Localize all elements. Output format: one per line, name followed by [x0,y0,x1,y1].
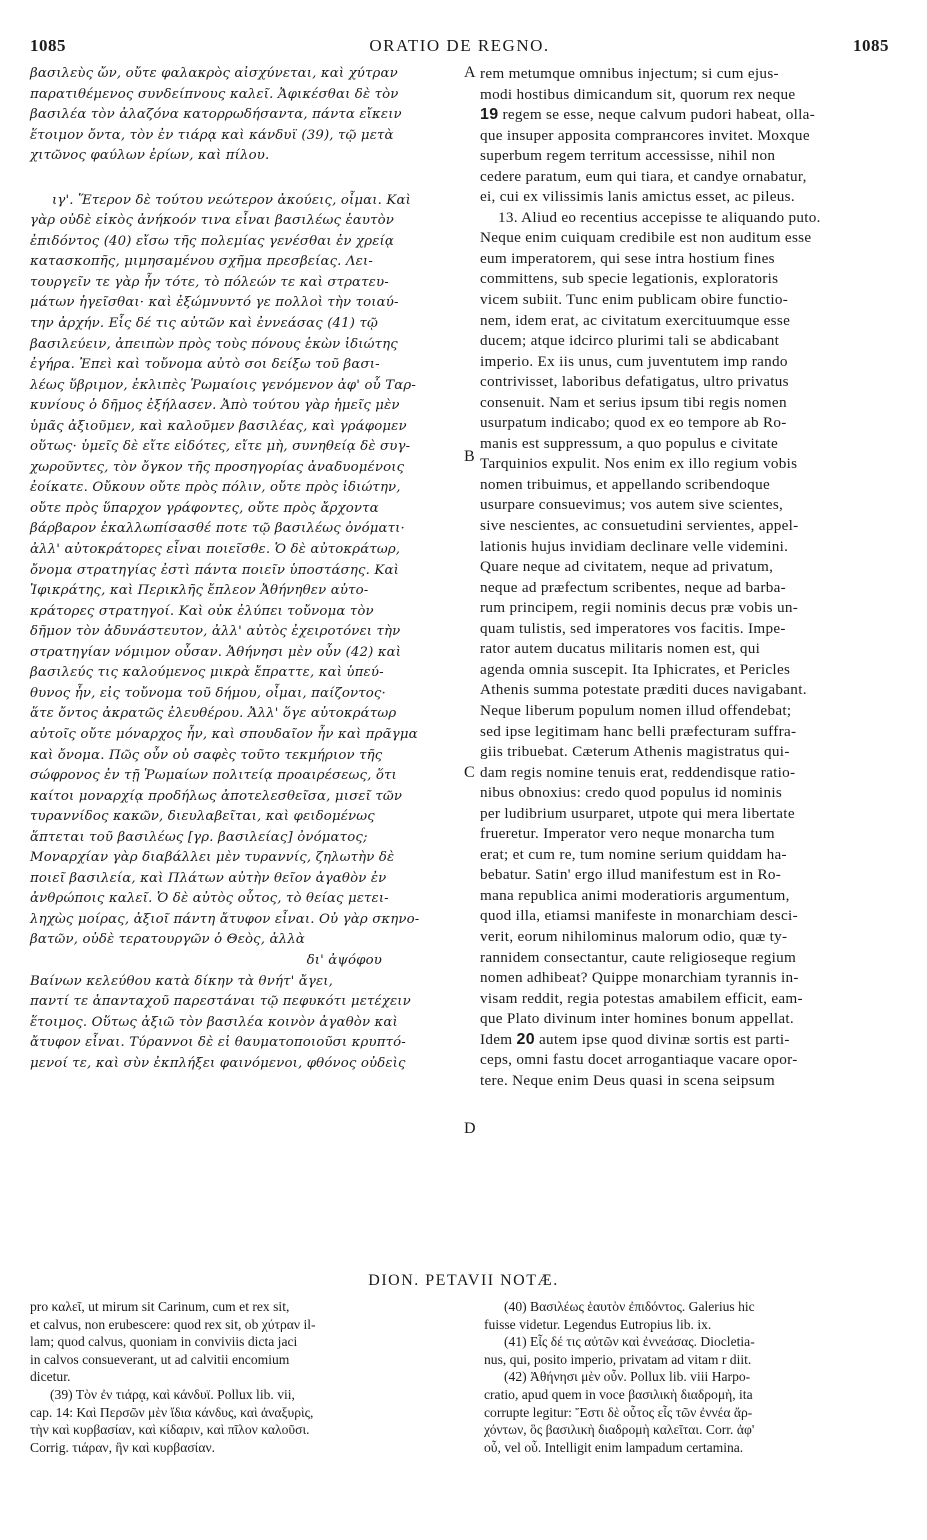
greek-text-line: ληχὼς μοίρας, ἀξιοῖ πάντη ἄτυφον εἶναι. Οὐ γὰρ σκηνο- [30,911,420,927]
greek-text-line: ἄτυφον εἶναι. Τύραννοι δὲ εἰ θαυματοποιοῦσι κρυπτό- [30,1035,406,1051]
greek-text-line: ἐοίκατε. Οὔκουν οὔτε πρὸς πόλιν, οὔτε πρὸς ἰδιώτην, [30,480,401,496]
latin-text-line: sive nescientes, ac consuetudini servientes, appel- [480,517,799,535]
greek-text-line: καὶ ὄνομα. Πῶς οὖν οὐ σαφὲς τοῦτο τεκμήριον τῆς [30,747,383,763]
margin-marker-d: D [464,1120,476,1137]
latin-text-line: manis est suppressum, a quo populus e civitate [480,434,779,452]
greek-text-line: βάρβαρον ἐκαλλωπίσασθέ ποτε τῷ βασιλέως ὀνόματι· [30,521,405,537]
page-number-left: 1085 [30,36,66,55]
latin-text-line: Tarquinios expulit. Nos enim ex illo regium vobis [480,455,798,473]
latin-text-line: usurpare consuevimus; vos autem sive scientes, [480,496,784,514]
latin-text-line: Neque enim cuiquam credibile est non auditum esse [480,229,812,247]
latin-text-line: sed ipse legitimam hanc belli præfecturam suffra- [480,722,797,740]
greek-text-line: ποιεῖ βασιλεία, καὶ Πλάτων αὐτὴν θεῖον ἀγαθὸν ἐν [30,870,387,886]
notes-right-column [484,1298,894,1456]
note-line: pro καλεῖ, ut mirum sit Carinum, cum et rex sit, [30,1299,290,1314]
note-line: in calvos consueverant, ut ad calvitii encomium [30,1351,290,1367]
note-line: (39) Τὸν ἐν τιάρᾳ, καὶ κάνδυϊ. Pollux lib. vii, [50,1386,295,1402]
greek-text-line [30,167,462,191]
latin-text-line: rem metumque omnibus injectum; si cum ejus- [480,65,779,82]
note-line: nus, qui, posito imperio, privatam ad vitam r diit. [484,1351,752,1367]
margin-marker-c: C [464,764,475,781]
margin-marker-b: B [464,448,475,465]
greek-text-line: στρατηγίαν νόμιμον οὖσαν. Ἀθήνησι μὲν οὖν (42) καὶ [30,644,402,660]
greek-text-line: ἀνθρώποις καλεῖ. Ὁ δὲ αὐτὸς οὗτος, τὸ θείας μετει- [30,891,389,907]
greek-text-line: ἅπτεται τοῦ βασιλέως [γρ. βασιλείας] ὀνόματος; [30,829,368,845]
greek-text-line: τυραννίδος κακῶν, διευλαβεῖται, καὶ φειδομένως [30,809,375,825]
latin-text-line: Athenis summa potestate præditi duces navigabant. [480,681,807,699]
note-line: (40) Βασιλέως ἑαυτὸν ἐπιδόντος. Galerius hic [504,1299,755,1314]
greek-text-line: μάτων ἡγεῖσθαι· καὶ ἐξώμνυντό γε πολλοὶ τὴν τοιαύ- [30,295,399,311]
greek-text-line: χιτῶνος φαύλων ἐρίων, καὶ πίλου. [30,148,270,164]
greek-text-line: παντί τε ἁπανταχοῦ παρεστάναι τῷ πεφυκότι μετέχειν [30,994,411,1010]
latin-text-line: frueretur. Imperator vero neque monarcha tum [480,825,775,843]
note-line: Corrig. τιάραν, ἣν καὶ κυρβασίαν. [30,1439,215,1455]
note-line: corrupte legitur: Ἔστι δὲ οὗτος εἷς τῶν ἐννέα ἄρ- [484,1404,753,1420]
latin-text-line: ducem; atque idcirco plurimi tali se abdicabant [480,332,780,350]
greek-text-line: σώφρονος ἐν τῇ Ῥωμαίων πολιτείᾳ προαιρέσεως, ὅτι [30,768,397,784]
greek-text-line: την ἀρχήν. Εἷς δέ τις αὐτῶν καὶ ἐννεάσας (41) τῷ [30,316,378,332]
latin-text-line: dam regis nomine tenuis erat, reddendisque ratio- [480,763,796,781]
latin-text-line: lationis hujus invidiam declinare velle videmini. [480,537,789,555]
greek-text-line: βασιλεύειν, ἀπειπὼν πρὸς τοὺς πόνους ἑκὼν ἰδιώτης [30,336,398,352]
latin-text-line: Neque liberum populum nomen illud offendebat; [480,701,792,719]
latin-text-column [480,64,892,1091]
note-line: cap. 14: Καὶ Περσῶν μὲν ἴδια κάνδυς, καὶ ἀναξυρὶς, [30,1404,314,1420]
note-line: τὴν καὶ κυρβασίαν, καὶ κίδαριν, καὶ πῖλον καλοῦσι. [30,1422,310,1438]
greek-text-line: τουργεῖν τε γὰρ ἦν τότε, τὸ πόλεών τε καὶ στρατευ- [30,274,389,290]
greek-text-line: ἅτε ὄντος ἀκρατῶς ἐλευθέρου. Ἀλλ' ὅγε αὐτοκράτωρ [30,706,397,722]
page-header [30,36,889,60]
latin-text-line: nomen adhibeat? Quippe monarchiam tyrannis in- [480,969,799,987]
latin-text-line: visam reddit, regia potestas amabilem efficit, eam- [480,989,803,1007]
greek-text-line: μενοί τε, καὶ σὺν ἐκπλήξει φαινόμενοι, φθόνος οὐδεὶς [30,1055,406,1071]
latin-text-line: que insuper apposita comprансores invitet. Moxque [480,126,810,144]
latin-text-line: modi hostibus dimicandum sit, quorum rex neque [480,85,796,103]
marginal-folio-number: 20 [516,1030,535,1048]
greek-text-line: κυνίους ὁ δῆμος ἐξήλασεν. Ἀπὸ τούτου γὰρ ἡμεῖς μὲν [30,398,400,414]
note-line: cratio, apud quem in voce βασιλικὴ διαδρομὴ, ita [484,1386,753,1402]
latin-text-line: vicem subiit. Tunc enim publicam obire functio- [480,291,789,309]
latin-text-line: eum imperatorem, qui sese intra hostium fines [480,249,775,267]
greek-text-line: κράτορες στρατηγοί. Καὶ οὐκ ἐλύπει τοὔνομα τὸν [30,603,374,619]
margin-marker-a: A [464,64,476,81]
greek-text-line: ιγ'. Ἕτερον δὲ τούτου νεώτερον ἀκούεις, οἶμαι. Καὶ [52,192,411,208]
latin-text-line: cedere paratum, eum qui tiara, et candye ornabatur, [480,167,807,185]
running-title: ORATIO DE REGNO. [369,36,550,55]
greek-text-line: βασιλεύς τις καλούμενος μικρὰ ἔπραττε, καὶ ὑπεύ- [30,665,384,681]
greek-text-line: γὰρ οὐδὲ εἰκὸς ἀνήκοόν τινα εἶναι βασιλέως ἑαυτὸν [30,213,394,229]
note-line: dicetur. [30,1369,71,1385]
note-line: lam; quod calvus, quoniam in conviviis dicta jaci [30,1334,298,1350]
latin-text-line: quod illa, etiamsi manifeste in monarchiam desci- [480,907,798,925]
latin-text-line: nibus obnoxius: credo quod populus id nominis [480,784,783,802]
greek-text-line: οὕτως· ὑμεῖς δὲ εἴτε εἰδότες, εἴτε μὴ, συνηθείᾳ δὲ συγ- [30,439,411,455]
latin-text-line: nem, idem erat, ac civitatum exercituumque esse [480,311,791,329]
greek-text-line: οὔτε πρὸς ὕπαρχον γράφοντες, οὔτε πρὸς ἄρχοντα [30,500,379,516]
greek-text-line: Ἰφικράτης, καὶ Περικλῆς ἔπλεον Ἀθήνηθεν αὐτο- [30,583,369,599]
greek-text-line: ἐγήρα. Ἐπεὶ καὶ τοὔνομα αὐτὸ σοι δείξω τοῦ βασι- [30,357,380,373]
latin-text-line: neque ad præfectum scribentes, neque ad barba- [480,578,787,596]
latin-text-line: Quare neque ad civitatem, neque ad privatum, [480,558,774,576]
note-line: (42) Ἀθήνησι μὲν οὖν. Pollux lib. viii Harpo- [504,1369,751,1385]
latin-text-line: rannidem consectantur, caute religioseque regium [480,948,797,966]
greek-text-line: χωροῦντες, τὸν ὄγκον τῆς προσηγορίας ἀναδυομένοις [30,459,405,475]
greek-text-line: βατῶν, οὐδὲ τερατουργῶν ὁ Θεὸς, ἀλλὰ [30,932,305,948]
latin-text-line: consenuit. Nam et serius ipsum tibi regis nomen [480,393,787,411]
note-line: et calvus, non erubescere: quod rex sit, ob χύτραν il- [30,1316,316,1332]
note-line: οὗ, vel οὗ. Intelligit enim lampadum certamina. [484,1439,744,1455]
greek-text-line: δι' ἀψόφου [306,952,382,968]
latin-text-line: contrivisset, laboribus defatigatus, ultro privatus [480,373,789,391]
greek-text-line: ἀλλ' αὐτοκράτορες εἶναι ποιεῖσθε. Ὁ δὲ αὐτοκράτωρ, [30,542,401,558]
greek-text-line: ὑμᾶς ἀξιοῦμεν, καὶ καλοῦμεν βασιλέας, καὶ γράφομεν [30,418,407,434]
greek-text-line: αὐτοῖς οὔτε μόναρχος ἦν, καὶ σπουδαῖον ἦν καὶ πρᾶγμα [30,726,418,742]
greek-text-line: καίτοι μοναρχίᾳ προδήλως ἀποτελεσθεῖσα, μισεῖ τῶν [30,788,403,804]
greek-text-line: δῆμον τὸν ἀδυνάστευτον, ἀλλ' αὐτὸς ἐχειροτόνει τὴν [30,624,401,640]
greek-text-line: παρατιθέμενος συνδείπνους καλεῖ. Ἀφικέσθαι δὲ τὸν [30,86,399,102]
latin-text-line: 13. Aliud eo recentius accepisse te aliquando puto. [498,208,821,226]
latin-text-line: rum principem, regii nominis decus præ vobis un- [480,599,799,617]
latin-text-line: per ludibrium usurparet, utpote qui mera libertate [480,804,795,822]
greek-text-column [30,64,462,1074]
latin-text-line: agenda omnia suscepit. Ita Iphicrates, et Pericles [480,660,791,678]
greek-text-line: ἐπιδόντος (40) εἴσω τῆς πολεμίας γενέσθαι ἐν χρείᾳ [30,233,394,249]
greek-text-line: θυνος ἦν, εἰς τοὔνομα τοῦ δήμου, οἶμαι, παίζοντος· [30,685,386,701]
latin-text-line: mana republica animi moderatioris argumentum, [480,886,790,904]
latin-text-line: que Plato divinum inter homines bonum appellat. [480,1010,795,1028]
notes-left-column [30,1298,454,1456]
latin-text-line: committens, sub specie legationis, exploratoris [480,270,779,288]
latin-text-line: verit, eorum nihilominus malorum odio, quæ ty- [480,927,788,945]
greek-text-line: κατασκοπῆς, μιμησαμένου σχῆμα πρεσβείας. Λει- [30,254,373,270]
latin-text-line: ceps, omni fastu docet arrogantiaque vacare opor- [480,1051,798,1069]
latin-text-line: erat; et cum re, tum nomine serium quiddam ha- [480,845,787,863]
latin-text-line: bebatur. Satin' ergo illud manifestum est in Ro- [480,866,782,884]
latin-text-line: imperio. Ex iis unus, cum juventutem imp rando [480,352,788,370]
latin-text-line: ei, cui ex vilissimis lanis amictus esset, ac pileus. [480,188,795,206]
greek-text-line: ἕτοιμον ὄντα, τὸν ἐν τιάρᾳ καὶ κάνδυϊ (39), τῷ μετὰ [30,127,394,143]
latin-text-line: quam tulistis, sed imperatores vos facitis. Impe- [480,619,786,637]
greek-text-line: βασιλεὺς ὤν, οὔτε φαλακρὸς αἰσχύνεται, καὶ χύτραν [30,66,398,81]
latin-text-line: tere. Neque enim Deus quasi in scena seipsum [480,1071,775,1089]
note-line: χόντων, ὃς βασιλικὴ διαδρομὴ καλεῖται. Corr. ἀφ' [484,1422,755,1438]
latin-text-line: rator autem ducatus militaris nomen est, qui [480,640,761,658]
greek-text-line: ἕτοιμος. Οὕτως ἀξιῶ τὸν βασιλέα κοινὸν ἀγαθὸν καὶ [30,1014,398,1030]
latin-text-line: nomen tribuimus, et appellando scribendoque [480,475,771,493]
greek-text-line: λέως ὕβριμον, ἐκλιπὲς Ῥωμαίοις γενόμενον ἀφ' οὗ Ταρ- [30,377,416,393]
greek-text-line: βασιλέα τὸν ἀλαζόνα κατορρωδήσαντα, πάντα εἴκειν [30,107,402,123]
latin-text-line: usurpatum indicabo; quod ex eo tempore ab Ro- [480,414,787,432]
greek-text-line: Μοναρχίαν γὰρ διαβάλλει μὲν τυραννίς, ζηλωτὴν δὲ [30,850,395,866]
latin-text-line: giis tribuebat. Cæterum Athenis magistratus qui- [480,743,790,761]
greek-text-line: Βαίνων κελεύθου κατὰ δίκην τὰ θνήτ' ἄγει, [30,973,334,989]
marginal-folio-number: 19 [480,106,499,124]
page-number-right: 1085 [853,36,889,55]
latin-text-line: 19 regem se esse, neque calvum pudori habeat, olla- [480,106,816,124]
note-line: (41) Εἷς δέ τις αὐτῶν καὶ ἐννεάσας. Diocletia- [504,1334,755,1350]
note-line: fuisse videtur. Legendus Eutropius lib. ix. [484,1316,712,1332]
latin-text-line: Idem 20 autem ipse quod divinæ sortis est parti- [480,1030,790,1048]
latin-text-line: superbum regem territum accessisse, nihil non [480,147,776,165]
greek-text-line: ὄνομα στρατηγίας ἐστὶ πάντα ποιεῖν ὑποστάσης. Καὶ [30,562,399,578]
notes-heading: DION. PETAVII NOTÆ. [368,1272,559,1289]
